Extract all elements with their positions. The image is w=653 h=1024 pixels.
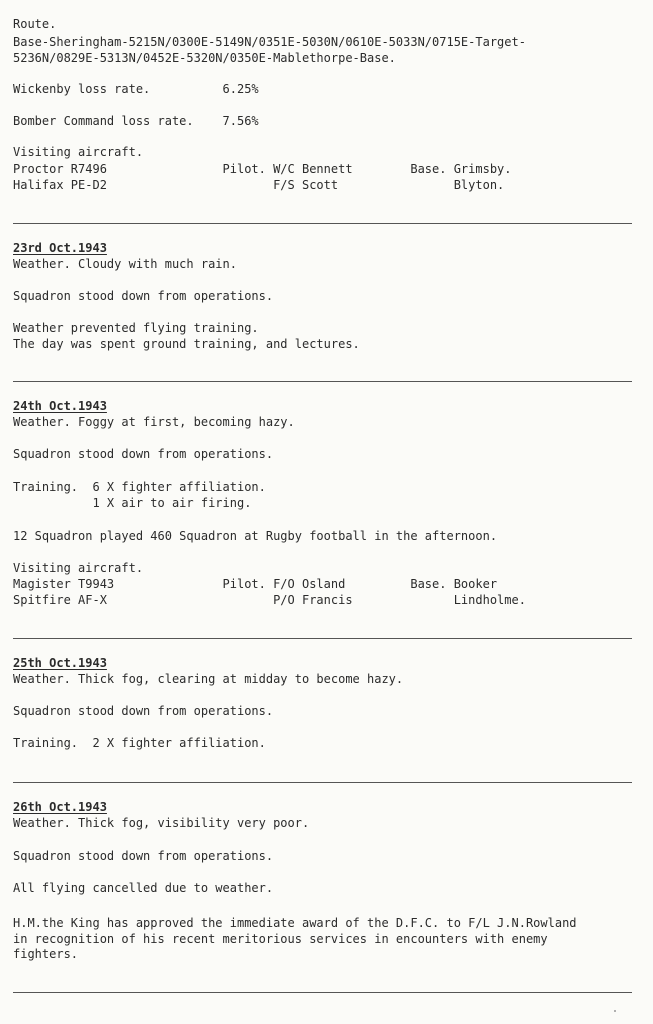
operations-25-oct: Squadron stood down from operations.	[13, 704, 274, 718]
separator	[13, 782, 632, 783]
visiting-aircraft-row: Magister T9943 Pilot. F/O Osland Base. Booker	[13, 577, 498, 591]
visiting-aircraft-label: Visiting aircraft.	[13, 561, 144, 575]
training-23-oct-line-2: The day was spent ground training, and lectures.	[13, 337, 360, 351]
operations-26-oct: Squadron stood down from operations.	[13, 849, 274, 863]
route-line-2: 5236N/0829E-5313N/0452E-5320N/0350E-Mablethorpe-Base.	[13, 51, 396, 65]
separator	[13, 992, 632, 993]
separator	[13, 223, 632, 224]
visiting-aircraft-row: Proctor R7496 Pilot. W/C Bennett Base. Grimsby.	[13, 162, 512, 176]
training-23-oct-line-1: Weather prevented flying training.	[13, 321, 259, 335]
entry-date-24-oct: 24th Oct.1943	[13, 399, 107, 413]
entry-date-26-oct: 26th Oct.1943	[13, 800, 107, 814]
training-24-oct-line-1: Training. 6 X fighter affiliation.	[13, 480, 266, 494]
visiting-aircraft-row: Spitfire AF-X P/O Francis Lindholme.	[13, 593, 526, 607]
bomber-command-loss-rate: Bomber Command loss rate. 7.56%	[13, 114, 259, 128]
flying-26-oct: All flying cancelled due to weather.	[13, 881, 274, 895]
visiting-aircraft-row: Halifax PE-D2 F/S Scott Blyton.	[13, 178, 505, 192]
award-line-3: fighters.	[13, 947, 79, 961]
entry-date-23-oct: 23rd Oct.1943	[13, 241, 107, 255]
award-line-2: in recognition of his recent meritorious services in encounters with enemy	[13, 932, 548, 946]
weather-23-oct: Weather. Cloudy with much rain.	[13, 257, 237, 271]
operations-24-oct: Squadron stood down from operations.	[13, 447, 274, 461]
wickenby-loss-rate: Wickenby loss rate. 6.25%	[13, 82, 259, 96]
route-label: Route.	[13, 17, 57, 31]
separator	[13, 381, 632, 382]
paper-speck	[614, 1010, 616, 1012]
weather-26-oct: Weather. Thick fog, visibility very poor.	[13, 816, 310, 830]
weather-24-oct: Weather. Foggy at first, becoming hazy.	[13, 415, 295, 429]
rugby-note-24-oct: 12 Squadron played 460 Squadron at Rugby football in the afternoon.	[13, 529, 498, 543]
award-line-1: H.M.the King has approved the immediate award of the D.F.C. to F/L J.N.Rowland	[13, 916, 577, 930]
visiting-aircraft-label: Visiting aircraft.	[13, 145, 144, 159]
weather-25-oct: Weather. Thick fog, clearing at midday to become hazy.	[13, 672, 404, 686]
training-25-oct: Training. 2 X fighter affiliation.	[13, 736, 266, 750]
route-line-1: Base-Sheringham-5215N/0300E-5149N/0351E-5030N/0610E-5033N/0715E-Target-	[13, 35, 526, 49]
entry-date-25-oct: 25th Oct.1943	[13, 656, 107, 670]
separator	[13, 638, 632, 639]
training-24-oct-line-2: 1 X air to air firing.	[13, 496, 252, 510]
operations-23-oct: Squadron stood down from operations.	[13, 289, 274, 303]
